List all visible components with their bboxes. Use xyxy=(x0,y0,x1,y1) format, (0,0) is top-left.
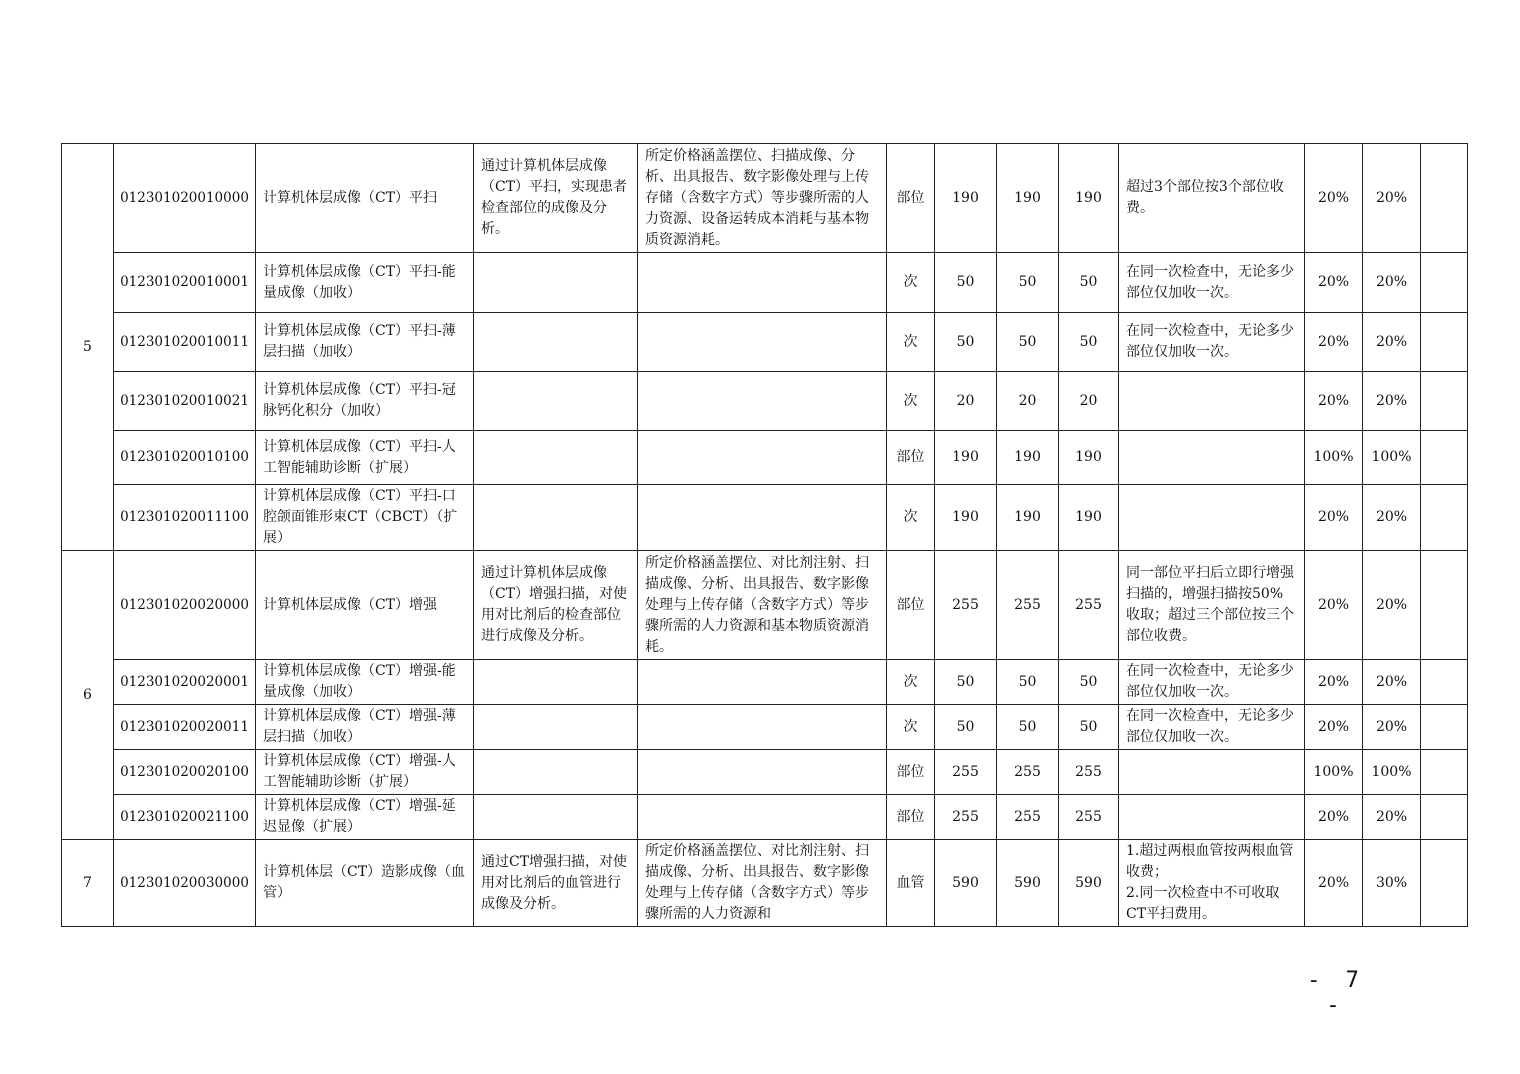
item-cost-description xyxy=(638,253,887,313)
price-level-3: 20 xyxy=(1059,372,1119,431)
price-level-2: 50 xyxy=(997,313,1059,372)
item-name: 计算机体层成像（CT）增强-能量成像（加收） xyxy=(256,660,474,705)
pricing-unit: 部位 xyxy=(887,750,935,795)
pricing-unit: 次 xyxy=(887,372,935,431)
item-content xyxy=(474,660,638,705)
price-level-2: 20 xyxy=(997,372,1059,431)
item-name: 计算机体层成像（CT）增强-人工智能辅助诊断（扩展） xyxy=(256,750,474,795)
item-code: 012301020011100 xyxy=(114,485,256,551)
item-content xyxy=(474,705,638,750)
price-level-1: 20 xyxy=(935,372,997,431)
price-level-2: 190 xyxy=(997,144,1059,253)
price-table xyxy=(61,143,1468,927)
ratio-2: 20% xyxy=(1363,795,1421,840)
item-note xyxy=(1119,485,1305,551)
item-code: 012301020010100 xyxy=(114,431,256,485)
ratio-2: 100% xyxy=(1363,431,1421,485)
ratio-2: 20% xyxy=(1363,485,1421,551)
price-level-3: 255 xyxy=(1059,795,1119,840)
item-code: 012301020020100 xyxy=(114,750,256,795)
item-name: 计算机体层成像（CT）平扫 xyxy=(256,144,474,253)
ratio-2: 20% xyxy=(1363,372,1421,431)
pricing-unit: 部位 xyxy=(887,551,935,660)
item-code: 012301020021100 xyxy=(114,795,256,840)
price-level-1: 50 xyxy=(935,253,997,313)
pricing-unit: 部位 xyxy=(887,431,935,485)
extra-column xyxy=(1421,372,1468,431)
price-level-1: 255 xyxy=(935,795,997,840)
price-level-3: 50 xyxy=(1059,660,1119,705)
item-content xyxy=(474,253,638,313)
price-level-2: 255 xyxy=(997,551,1059,660)
ratio-1: 20% xyxy=(1305,253,1363,313)
table-row xyxy=(62,551,1468,660)
item-sequence-number: 5 xyxy=(62,144,114,551)
extra-column xyxy=(1421,431,1468,485)
price-level-1: 50 xyxy=(935,313,997,372)
ratio-1: 20% xyxy=(1305,660,1363,705)
ratio-1: 100% xyxy=(1305,750,1363,795)
price-level-1: 190 xyxy=(935,144,997,253)
ratio-2: 20% xyxy=(1363,144,1421,253)
item-cost-description xyxy=(638,705,887,750)
item-code: 012301020020011 xyxy=(114,705,256,750)
item-content xyxy=(474,313,638,372)
pricing-unit: 次 xyxy=(887,660,935,705)
item-cost-description xyxy=(638,313,887,372)
ratio-2: 100% xyxy=(1363,750,1421,795)
table-row xyxy=(62,485,1468,551)
price-level-3: 50 xyxy=(1059,705,1119,750)
item-code: 012301020020001 xyxy=(114,660,256,705)
item-content: 通过CT增强扫描，对使用对比剂后的血管进行成像及分析。 xyxy=(474,840,638,927)
extra-column xyxy=(1421,750,1468,795)
item-note: 在同一次检查中，无论多少部位仅加收一次。 xyxy=(1119,705,1305,750)
price-level-2: 50 xyxy=(997,705,1059,750)
price-level-2: 50 xyxy=(997,660,1059,705)
item-content xyxy=(474,372,638,431)
extra-column xyxy=(1421,313,1468,372)
pricing-unit: 次 xyxy=(887,313,935,372)
item-note xyxy=(1119,431,1305,485)
ratio-1: 100% xyxy=(1305,431,1363,485)
item-note: 1.超过两根血管按两根血管收费； 2.同一次检查中不可收取CT平扫费用。 xyxy=(1119,840,1305,927)
table-row xyxy=(62,795,1468,840)
price-level-1: 590 xyxy=(935,840,997,927)
ratio-1: 20% xyxy=(1305,485,1363,551)
item-cost-description xyxy=(638,431,887,485)
item-name: 计算机体层（CT）造影成像（血管） xyxy=(256,840,474,927)
price-level-3: 190 xyxy=(1059,144,1119,253)
item-content xyxy=(474,795,638,840)
ratio-2: 20% xyxy=(1363,313,1421,372)
price-level-3: 190 xyxy=(1059,431,1119,485)
item-name: 计算机体层成像（CT）增强-薄层扫描（加收） xyxy=(256,705,474,750)
item-code: 012301020020000 xyxy=(114,551,256,660)
item-content: 通过计算机体层成像（CT）平扫，实现患者检查部位的成像及分析。 xyxy=(474,144,638,253)
pricing-unit: 次 xyxy=(887,705,935,750)
ratio-1: 20% xyxy=(1305,551,1363,660)
page-number: - 7 - xyxy=(1307,968,1365,1018)
item-cost-description xyxy=(638,372,887,431)
extra-column xyxy=(1421,840,1468,927)
price-level-2: 255 xyxy=(997,795,1059,840)
table-row xyxy=(62,313,1468,372)
item-note: 在同一次检查中，无论多少部位仅加收一次。 xyxy=(1119,253,1305,313)
extra-column xyxy=(1421,795,1468,840)
price-level-2: 190 xyxy=(997,431,1059,485)
price-level-2: 590 xyxy=(997,840,1059,927)
extra-column xyxy=(1421,253,1468,313)
item-code: 012301020010000 xyxy=(114,144,256,253)
price-level-3: 255 xyxy=(1059,551,1119,660)
item-note: 在同一次检查中，无论多少部位仅加收一次。 xyxy=(1119,313,1305,372)
ratio-1: 20% xyxy=(1305,313,1363,372)
price-level-1: 255 xyxy=(935,750,997,795)
price-level-3: 255 xyxy=(1059,750,1119,795)
ratio-1: 20% xyxy=(1305,372,1363,431)
pricing-unit: 部位 xyxy=(887,795,935,840)
ratio-2: 20% xyxy=(1363,551,1421,660)
item-cost-description xyxy=(638,485,887,551)
table-row xyxy=(62,705,1468,750)
table-body xyxy=(62,144,1468,927)
item-name: 计算机体层成像（CT）平扫-人工智能辅助诊断（扩展） xyxy=(256,431,474,485)
price-level-2: 190 xyxy=(997,485,1059,551)
ratio-1: 20% xyxy=(1305,795,1363,840)
item-note: 同一部位平扫后立即行增强扫描的，增强扫描按50%收取；超过三个部位按三个部位收费。 xyxy=(1119,551,1305,660)
table-row xyxy=(62,253,1468,313)
item-sequence-number: 6 xyxy=(62,551,114,840)
extra-column xyxy=(1421,660,1468,705)
ratio-2: 20% xyxy=(1363,705,1421,750)
table-row xyxy=(62,840,1468,927)
ratio-1: 20% xyxy=(1305,705,1363,750)
ratio-2: 20% xyxy=(1363,660,1421,705)
item-code: 012301020010011 xyxy=(114,313,256,372)
price-level-1: 50 xyxy=(935,660,997,705)
table-row xyxy=(62,372,1468,431)
extra-column xyxy=(1421,705,1468,750)
price-level-3: 50 xyxy=(1059,253,1119,313)
ratio-2: 30% xyxy=(1363,840,1421,927)
item-content xyxy=(474,485,638,551)
item-content xyxy=(474,750,638,795)
item-code: 012301020010001 xyxy=(114,253,256,313)
item-content xyxy=(474,431,638,485)
item-cost-description xyxy=(638,660,887,705)
item-name: 计算机体层成像（CT）平扫-冠脉钙化积分（加收） xyxy=(256,372,474,431)
item-cost-description: 所定价格涵盖摆位、扫描成像、分析、出具报告、数字影像处理与上传存储（含数字方式）等步骤所需的人力资源、设备运转成本消耗与基本物质资源消耗。 xyxy=(638,144,887,253)
item-name: 计算机体层成像（CT）平扫-能量成像（加收） xyxy=(256,253,474,313)
price-level-1: 50 xyxy=(935,705,997,750)
item-sequence-number: 7 xyxy=(62,840,114,927)
item-cost-description: 所定价格涵盖摆位、对比剂注射、扫描成像、分析、出具报告、数字影像处理与上传存储（含数字方式）等步骤所需的人力资源和基本物质资源消耗。 xyxy=(638,551,887,660)
pricing-unit: 部位 xyxy=(887,144,935,253)
extra-column xyxy=(1421,485,1468,551)
item-code: 012301020010021 xyxy=(114,372,256,431)
table-row xyxy=(62,750,1468,795)
item-cost-description xyxy=(638,750,887,795)
table-row xyxy=(62,660,1468,705)
item-note xyxy=(1119,372,1305,431)
item-name: 计算机体层成像（CT）增强-延迟显像（扩展） xyxy=(256,795,474,840)
table-row xyxy=(62,144,1468,253)
price-level-3: 590 xyxy=(1059,840,1119,927)
item-name: 计算机体层成像（CT）平扫-薄层扫描（加收） xyxy=(256,313,474,372)
ratio-1: 20% xyxy=(1305,144,1363,253)
price-level-3: 190 xyxy=(1059,485,1119,551)
pricing-unit: 次 xyxy=(887,253,935,313)
extra-column xyxy=(1421,551,1468,660)
item-note xyxy=(1119,795,1305,840)
price-level-2: 255 xyxy=(997,750,1059,795)
extra-column xyxy=(1421,144,1468,253)
pricing-unit: 血管 xyxy=(887,840,935,927)
price-level-1: 190 xyxy=(935,431,997,485)
item-name: 计算机体层成像（CT）增强 xyxy=(256,551,474,660)
item-name: 计算机体层成像（CT）平扫-口腔颌面锥形束CT（CBCT）（扩展） xyxy=(256,485,474,551)
table-row xyxy=(62,431,1468,485)
price-level-1: 255 xyxy=(935,551,997,660)
item-note: 在同一次检查中，无论多少部位仅加收一次。 xyxy=(1119,660,1305,705)
price-level-1: 190 xyxy=(935,485,997,551)
price-level-2: 50 xyxy=(997,253,1059,313)
ratio-1: 20% xyxy=(1305,840,1363,927)
item-code: 012301020030000 xyxy=(114,840,256,927)
ratio-2: 20% xyxy=(1363,253,1421,313)
item-cost-description xyxy=(638,795,887,840)
item-content: 通过计算机体层成像（CT）增强扫描，对使用对比剂后的检查部位进行成像及分析。 xyxy=(474,551,638,660)
item-note xyxy=(1119,750,1305,795)
pricing-unit: 次 xyxy=(887,485,935,551)
item-note: 超过3个部位按3个部位收费。 xyxy=(1119,144,1305,253)
item-cost-description: 所定价格涵盖摆位、对比剂注射、扫描成像、分析、出具报告、数字影像处理与上传存储（含数字方式）等步骤所需的人力资源和 xyxy=(638,840,887,927)
price-level-3: 50 xyxy=(1059,313,1119,372)
